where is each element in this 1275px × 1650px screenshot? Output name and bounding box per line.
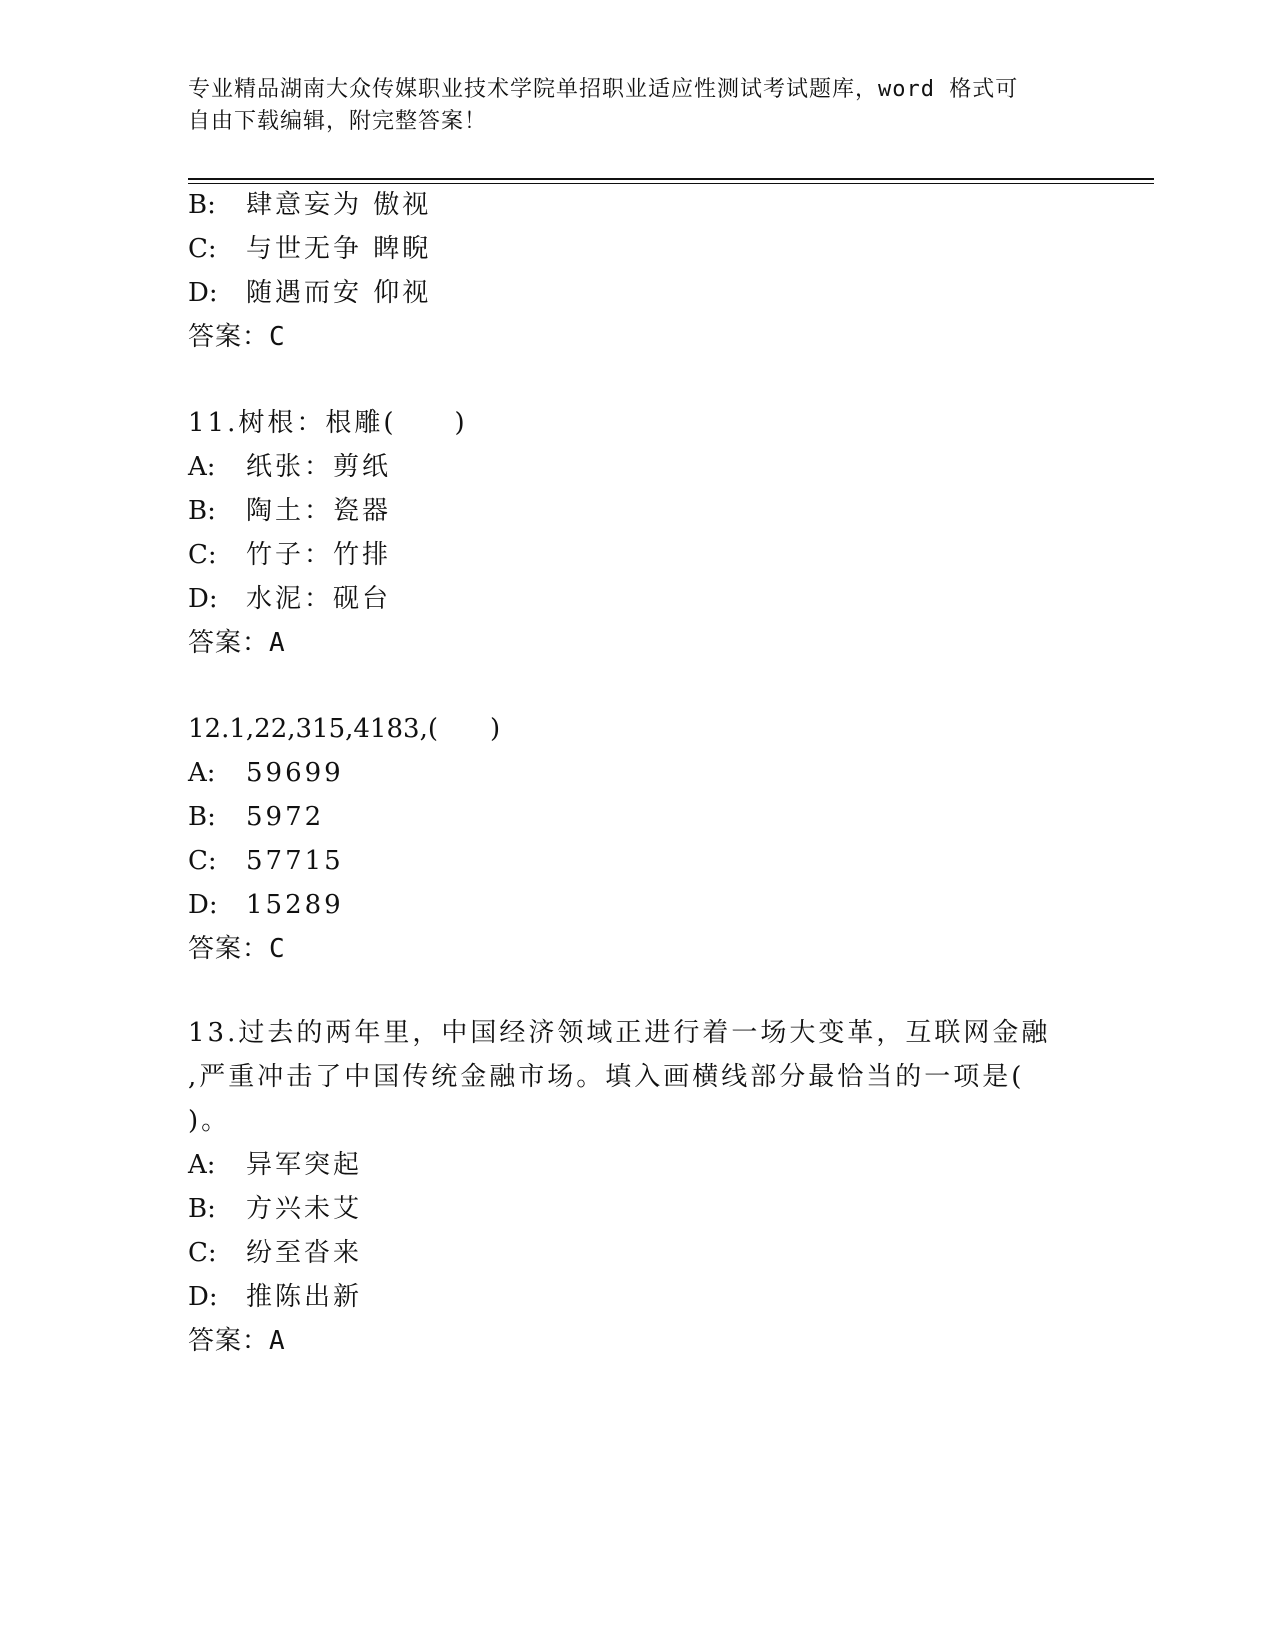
- answer-line: [188, 1324, 286, 1358]
- question-13-stem-line-1: 13.过去的两年里，中国经济领域正进行着一场大变革，互联网金融: [188, 1018, 1051, 1048]
- option-text: 陶土：瓷器: [246, 496, 392, 526]
- answer-value: A: [269, 628, 286, 658]
- option-text: 随遇而安 仰视: [246, 278, 432, 308]
- option-text: 水泥：砚台: [246, 584, 392, 614]
- option-letter: D:: [188, 584, 218, 614]
- question-13-stem-line-2: ,严重冲击了中国传统金融市场。填入画横线部分最恰当的一项是(: [188, 1062, 1025, 1092]
- option-text: 肆意妄为 傲视: [246, 190, 432, 220]
- option-d: [188, 276, 431, 310]
- answer-label: 答案：: [188, 322, 270, 352]
- option-d: [188, 582, 391, 616]
- question-11-stem: 11.树根：根雕( ): [188, 408, 468, 438]
- option-b: [188, 188, 431, 222]
- option-d: [188, 1280, 362, 1314]
- option-text: 竹子：竹排: [246, 540, 392, 570]
- answer-value: C: [269, 934, 286, 964]
- option-c: [188, 844, 344, 878]
- option-text: 5972: [246, 802, 325, 832]
- header-divider-thin: [188, 183, 1154, 184]
- option-a: [188, 756, 344, 790]
- header-divider-thick: [188, 178, 1154, 180]
- option-text: 纷至沓来: [246, 1238, 363, 1268]
- option-b: [188, 1192, 362, 1226]
- option-letter: C:: [188, 234, 217, 264]
- option-letter: B:: [188, 190, 216, 220]
- option-text: 推陈出新: [246, 1282, 363, 1312]
- header-line-2: 自由下载编辑，附完整答案！: [188, 109, 488, 134]
- answer-label: 答案：: [188, 934, 270, 964]
- option-c: [188, 1236, 362, 1270]
- answer-line: [188, 932, 286, 966]
- option-letter: A:: [188, 758, 216, 788]
- question-13-stem-line-3: )。: [188, 1106, 231, 1136]
- answer-value: C: [269, 322, 286, 352]
- question-12-stem: 12.1,22,315,4183,( ): [188, 714, 501, 744]
- option-c: [188, 232, 431, 266]
- answer-label: 答案：: [188, 628, 270, 658]
- option-letter: C:: [188, 540, 217, 570]
- option-letter: B:: [188, 1194, 216, 1224]
- option-letter: A:: [188, 452, 216, 482]
- option-letter: D:: [188, 1282, 218, 1312]
- document-header: [188, 74, 1068, 138]
- option-a: [188, 1148, 362, 1182]
- option-letter: C:: [188, 1238, 217, 1268]
- option-text: 59699: [246, 758, 344, 788]
- option-letter: C:: [188, 846, 217, 876]
- option-letter: B:: [188, 496, 216, 526]
- option-text: 15289: [246, 890, 344, 920]
- option-b: [188, 800, 324, 834]
- option-text: 方兴未艾: [246, 1194, 363, 1224]
- option-c: [188, 538, 391, 572]
- answer-value: A: [269, 1326, 286, 1356]
- option-letter: B:: [188, 802, 216, 832]
- option-letter: D:: [188, 890, 218, 920]
- option-a: [188, 450, 391, 484]
- header-line-1: 专业精品湖南大众传媒职业技术学院单招职业适应性测试考试题库，word 格式可: [188, 77, 1019, 102]
- option-letter: A:: [188, 1150, 216, 1180]
- option-text: 异军突起: [246, 1150, 363, 1180]
- answer-line: [188, 626, 286, 660]
- option-letter: D:: [188, 278, 218, 308]
- option-b: [188, 494, 391, 528]
- answer-line: [188, 320, 286, 354]
- option-text: 纸张：剪纸: [246, 452, 392, 482]
- option-text: 与世无争 睥睨: [246, 234, 432, 264]
- option-d: [188, 888, 344, 922]
- option-text: 57715: [246, 846, 344, 876]
- answer-label: 答案：: [188, 1326, 270, 1356]
